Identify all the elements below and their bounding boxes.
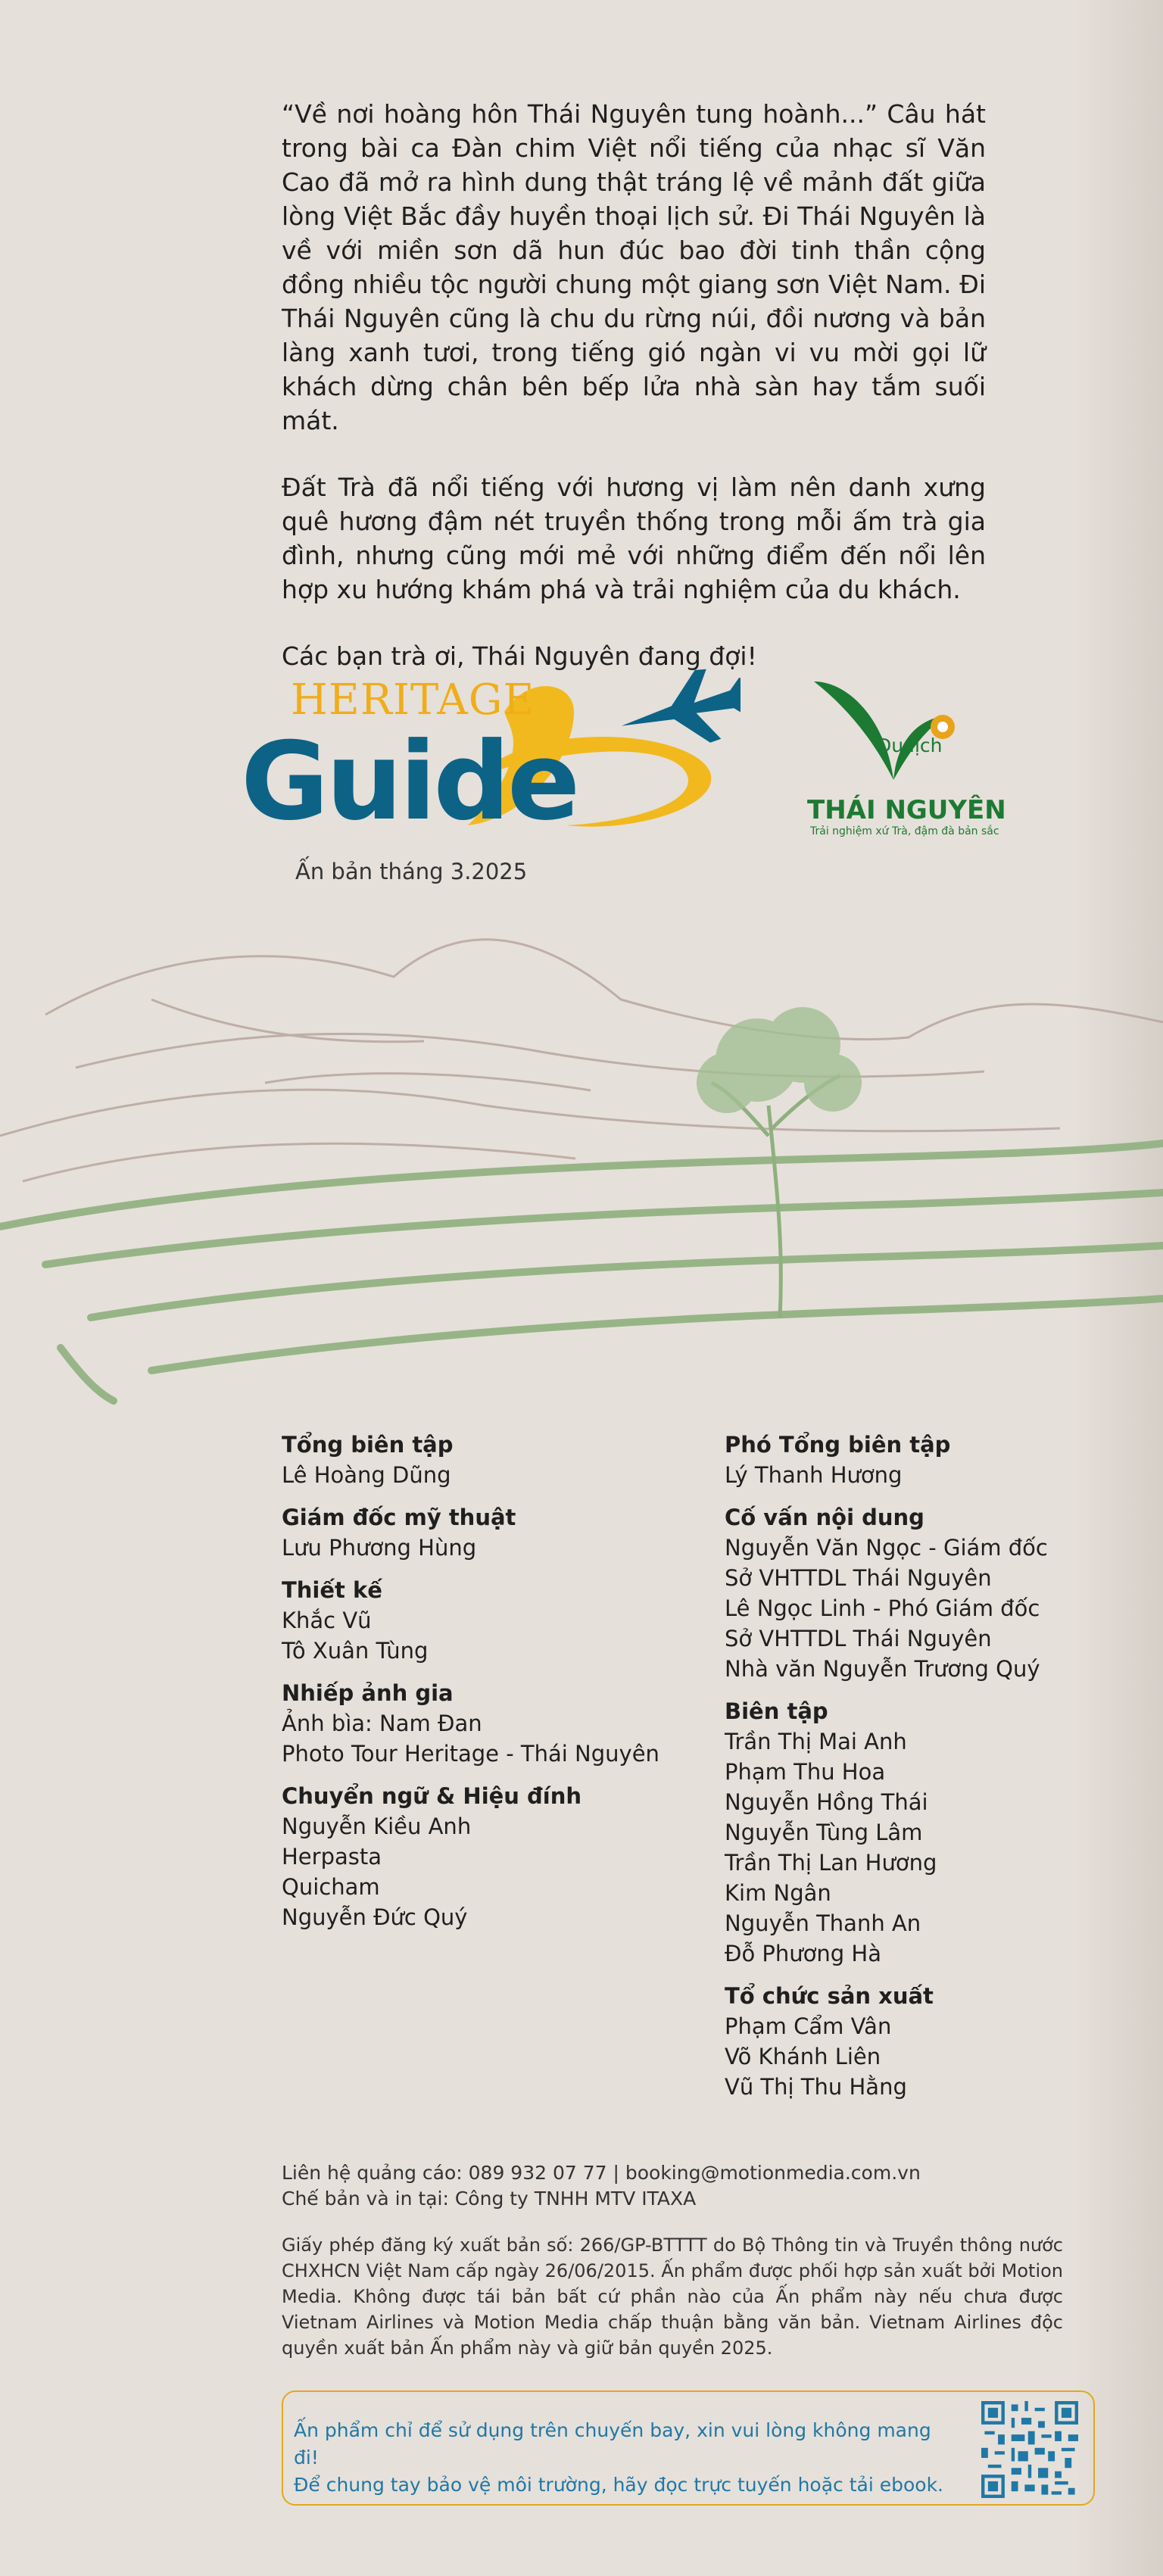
credit-name: Kim Ngân bbox=[725, 1880, 831, 1906]
credit-group bbox=[282, 1502, 691, 1563]
contact-info bbox=[282, 2160, 1063, 2212]
intro-paragraph-2: Đất Trà đã nổi tiếng với hương vị làm nên danh xưng quê hương đậm nét truyền thống trong mỗi ấm trà gia đình, nhưng cũng mới mẻ với những điểm đến nổi lên hợp xu hướng khám phá và trải nghiệm của du khách. bbox=[282, 472, 986, 604]
credit-title: Thiết kế bbox=[282, 1577, 382, 1603]
credit-name: Herpasta bbox=[282, 1844, 382, 1870]
credit-name: Photo Tour Heritage - Thái Nguyên bbox=[282, 1741, 659, 1767]
credit-name: Lê Hoàng Dũng bbox=[282, 1462, 451, 1488]
credits-right-column bbox=[725, 1430, 1103, 2114]
credit-name: Nguyễn Hồng Thái bbox=[725, 1789, 928, 1815]
credit-title: Phó Tổng biên tập bbox=[725, 1432, 951, 1458]
credit-name: Ảnh bìa: Nam Đan bbox=[282, 1711, 482, 1736]
license-text: Giấy phép đăng ký xuất bản số: 266/GP-BTTTT do Bộ Thông tin và Truyền thông nước CHXHCN Việt Nam cấp ngày 26/06/2015. Ấn phẩm được phối hợp sản xuất bởi Motion Media. Không được tái bản bất cứ phần nào của Ấn phẩm này nếu chưa được Vietnam Airlines và Motion Media chấp thuận bằng văn bản. Vietnam Airlines độc quyền xuất bản Ấn phẩm này và giữ bản quyền 2025. bbox=[282, 2235, 1063, 2359]
credit-name: Nguyễn Tùng Lâm bbox=[725, 1820, 923, 1845]
tn-logo-subtitle: Du lịch bbox=[877, 734, 943, 756]
credit-title: Cố vấn nội dung bbox=[725, 1505, 924, 1530]
credit-title: Nhiếp ảnh gia bbox=[282, 1680, 454, 1706]
credit-name: Trần Thị Mai Anh bbox=[725, 1729, 907, 1754]
credit-name: Trần Thị Lan Hương bbox=[725, 1850, 937, 1876]
inflight-notice-box bbox=[282, 2390, 1095, 2506]
heritage-wordmark: HERITAGE bbox=[291, 675, 535, 725]
credit-title: Tổng biên tập bbox=[282, 1432, 454, 1458]
credit-group bbox=[725, 1430, 1103, 1490]
credit-name: Tô Xuân Tùng bbox=[282, 1638, 429, 1664]
credit-name: Sở VHTTDL Thái Nguyên bbox=[725, 1626, 992, 1651]
credit-group bbox=[725, 1696, 1103, 1969]
credit-group bbox=[282, 1678, 691, 1769]
intro-paragraph-1: “Về nơi hoàng hôn Thái Nguyên tung hoành...” Câu hát trong bài ca Đàn chim Việt nổi tiếng của nhạc sĩ Văn Cao đã mở ra hình dung thật tráng lệ về mảnh đất giữa lòng Việt Bắc đầy huyền thoại lịch sử. Đi Thái Nguyên là về với miền sơn dã hun đúc bao đời tinh thần cộng đồng nhiều tộc người chung một giang sơn Việt Nam. Đi Thái Nguyên cũng là chu du rừng núi, đồi nương và bản làng xanh tươi, trong tiếng gió ngàn vi vu mời gọi lữ khách dừng chân bên bếp lửa nhà sàn hay tắm suối mát. bbox=[282, 99, 986, 435]
credit-group bbox=[282, 1430, 691, 1490]
credit-name: Nguyễn Kiều Anh bbox=[282, 1813, 472, 1839]
notice-line-1: Ấn phẩm chỉ để sử dụng trên chuyến bay, xin vui lòng không mang đi! bbox=[294, 2419, 931, 2468]
tn-logo-tagline: Trải nghiệm xứ Trà, đậm đà bản sắc bbox=[810, 825, 999, 837]
credit-name: Sở VHTTDL Thái Nguyên bbox=[725, 1565, 992, 1591]
credit-group bbox=[282, 1575, 691, 1666]
advertising-contact: Liên hệ quảng cáo: 089 932 07 77 | booking@motionmedia.com.vn bbox=[282, 2162, 921, 2184]
credit-name: Lê Ngọc Linh - Phó Giám đốc bbox=[725, 1595, 1040, 1621]
credit-group bbox=[725, 1981, 1103, 2102]
guide-wordmark: Guide bbox=[241, 719, 578, 844]
credit-title: Biên tập bbox=[725, 1698, 828, 1724]
printer-info: Chế bản và in tại: Công ty TNHH MTV ITAXA bbox=[282, 2188, 697, 2210]
credit-name: Vũ Thị Thu Hằng bbox=[725, 2074, 907, 2100]
credit-name: Lưu Phương Hùng bbox=[282, 1535, 477, 1561]
tn-logo-title: THÁI NGUYÊN bbox=[807, 795, 1006, 825]
tea-hill-illustration bbox=[0, 909, 1163, 1408]
credit-name: Nhà văn Nguyễn Trương Quý bbox=[725, 1656, 1040, 1682]
credit-group bbox=[725, 1502, 1103, 1684]
credit-title: Giám đốc mỹ thuật bbox=[282, 1505, 516, 1530]
qr-code-icon[interactable] bbox=[981, 2401, 1078, 2498]
edition-date: Ấn bản tháng 3.2025 bbox=[295, 859, 528, 884]
credit-name: Phạm Thu Hoa bbox=[725, 1759, 886, 1785]
credit-name: Quicham bbox=[282, 1874, 380, 1900]
credit-name: Phạm Cẩm Vân bbox=[725, 2013, 892, 2039]
credits-left-column bbox=[282, 1430, 691, 1944]
credit-title: Chuyển ngữ & Hiệu đính bbox=[282, 1783, 582, 1809]
credit-group bbox=[282, 1781, 691, 1932]
credit-title: Tổ chức sản xuất bbox=[725, 1983, 934, 2009]
credit-name: Nguyễn Đức Quý bbox=[282, 1904, 468, 1930]
leaf-left-icon bbox=[814, 681, 893, 780]
notice-line-2: Để chung tay bảo vệ môi trường, hãy đọc trực tuyến hoặc tải ebook. bbox=[294, 2474, 944, 2496]
intro-text bbox=[282, 97, 986, 706]
credit-name: Nguyễn Thanh An bbox=[725, 1910, 921, 1936]
credit-name: Võ Khánh Liên bbox=[725, 2044, 881, 2069]
credit-name: Nguyễn Văn Ngọc - Giám đốc bbox=[725, 1535, 1048, 1561]
credit-name: Lý Thanh Hương bbox=[725, 1462, 903, 1488]
notice-text bbox=[294, 2417, 960, 2499]
heritage-guide-logo bbox=[241, 666, 741, 848]
intro-paragraph-3: Các bạn trà ơi, Thái Nguyên đang đợi! bbox=[282, 641, 757, 671]
credit-name: Khắc Vũ bbox=[282, 1608, 372, 1633]
credit-name: Đỗ Phương Hà bbox=[725, 1941, 882, 1966]
